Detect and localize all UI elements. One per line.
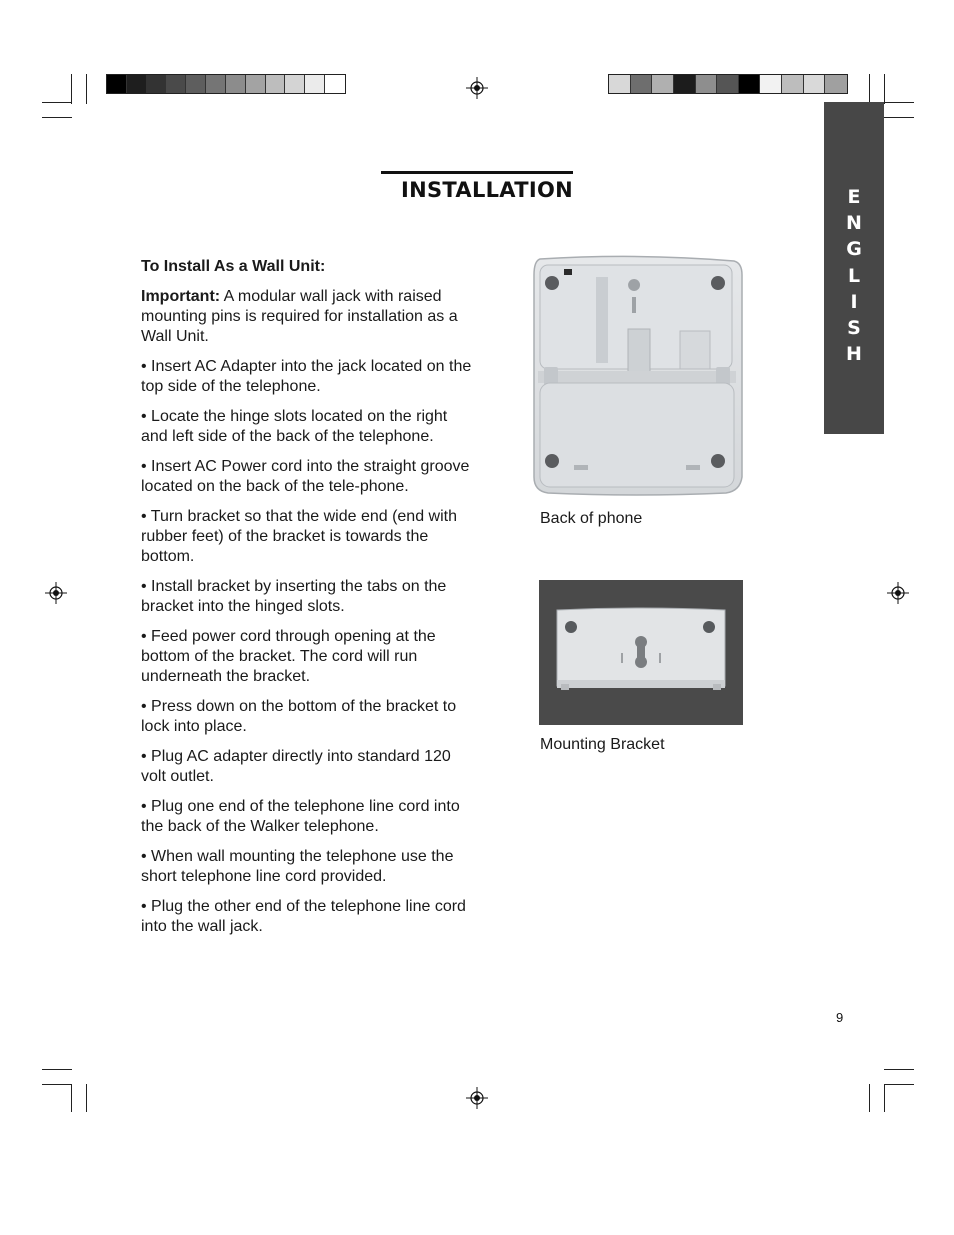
side-tab-letters (824, 184, 884, 367)
crop-mark (884, 1069, 914, 1070)
color-swatch (186, 75, 206, 93)
crop-mark (42, 102, 72, 103)
back-of-phone-image (530, 255, 744, 497)
color-swatch (804, 75, 826, 93)
color-swatch (246, 75, 266, 93)
crop-mark (869, 74, 870, 104)
list-item: • Install bracket by inserting the tabs on the bracket into the hinged slots. (141, 578, 447, 615)
crop-mark (71, 74, 72, 104)
title-rule (381, 171, 573, 174)
page-title: INSTALLATION (400, 178, 573, 202)
registration-target-icon (466, 77, 488, 99)
side-tab-letter: E (847, 186, 861, 208)
crop-mark (42, 1069, 72, 1070)
list-item: • Plug one end of the telephone line cord into the back of the Walker telephone. (141, 798, 460, 835)
side-tab-letter: L (847, 264, 861, 287)
color-bar-right (608, 74, 848, 94)
important-note (141, 287, 476, 347)
crop-mark (86, 1084, 87, 1112)
crop-mark (86, 74, 87, 104)
list-item: • Plug AC adapter directly into standard 120 volt outlet. (141, 748, 451, 785)
crop-mark (869, 1084, 870, 1112)
color-swatch (674, 75, 696, 93)
color-swatch (266, 75, 286, 93)
registration-target-icon (45, 582, 67, 604)
color-swatch (717, 75, 739, 93)
crop-mark (884, 1084, 885, 1112)
side-tab-letter: I (850, 290, 858, 313)
side-tab-letter: H (846, 343, 862, 366)
crop-mark (71, 1084, 72, 1112)
section-heading: To Install As a Wall Unit: (141, 258, 326, 275)
list-item: • Insert AC Power cord into the straight groove located on the back of the tele-phone. (141, 458, 470, 495)
color-swatch (285, 75, 305, 93)
color-swatch (631, 75, 653, 93)
list-item: • Feed power cord through opening at the bottom of the bracket. The cord will run underneath the bracket. (141, 628, 436, 685)
registration-target-icon (887, 582, 909, 604)
color-swatch (782, 75, 804, 93)
color-swatch (652, 75, 674, 93)
list-item: • Press down on the bottom of the bracket to lock into place. (141, 698, 457, 735)
mounting-bracket-image (539, 580, 743, 725)
side-tab-letter: G (846, 238, 862, 261)
list-item: • Turn bracket so that the wide end (end with rubber feet) of the bracket is towards the bottom. (141, 508, 457, 565)
color-swatch (127, 75, 147, 93)
color-swatch (696, 75, 718, 93)
page-number: 9 (836, 1010, 844, 1025)
color-swatch (760, 75, 782, 93)
important-text: A modular wall jack with raised mounting pins is required for installation as a Wall Unit. (141, 288, 458, 345)
list-item: • Locate the hinge slots located on the right and left side of the back of the telephone. (141, 408, 448, 445)
list-item: • Plug the other end of the telephone line cord into the wall jack. (141, 898, 466, 935)
crop-mark (884, 117, 914, 118)
color-swatch (609, 75, 631, 93)
color-swatch (147, 75, 167, 93)
back-of-phone-caption: Back of phone (540, 510, 643, 527)
color-swatch (325, 75, 345, 93)
instructions-column (141, 257, 476, 947)
color-swatch (166, 75, 186, 93)
color-swatch (226, 75, 246, 93)
color-bar-left (106, 74, 346, 94)
mounting-bracket-caption: Mounting Bracket (540, 736, 665, 753)
important-label: Important: (141, 288, 221, 305)
color-swatch (206, 75, 226, 93)
crop-mark (884, 102, 914, 103)
registration-target-icon (466, 1087, 488, 1109)
color-swatch (107, 75, 127, 93)
color-swatch (739, 75, 761, 93)
crop-mark (42, 1084, 72, 1085)
color-swatch (305, 75, 325, 93)
side-tab-letter: N (846, 212, 862, 235)
crop-mark (884, 1084, 914, 1085)
color-swatch (825, 75, 847, 93)
crop-mark (884, 74, 885, 104)
language-side-tab (824, 102, 884, 434)
crop-mark (42, 117, 72, 118)
side-tab-letter: S (847, 316, 861, 339)
list-item: • When wall mounting the telephone use the short telephone line cord provided. (141, 848, 454, 885)
list-item: • Insert AC Adapter into the jack located on the top side of the telephone. (141, 358, 472, 395)
